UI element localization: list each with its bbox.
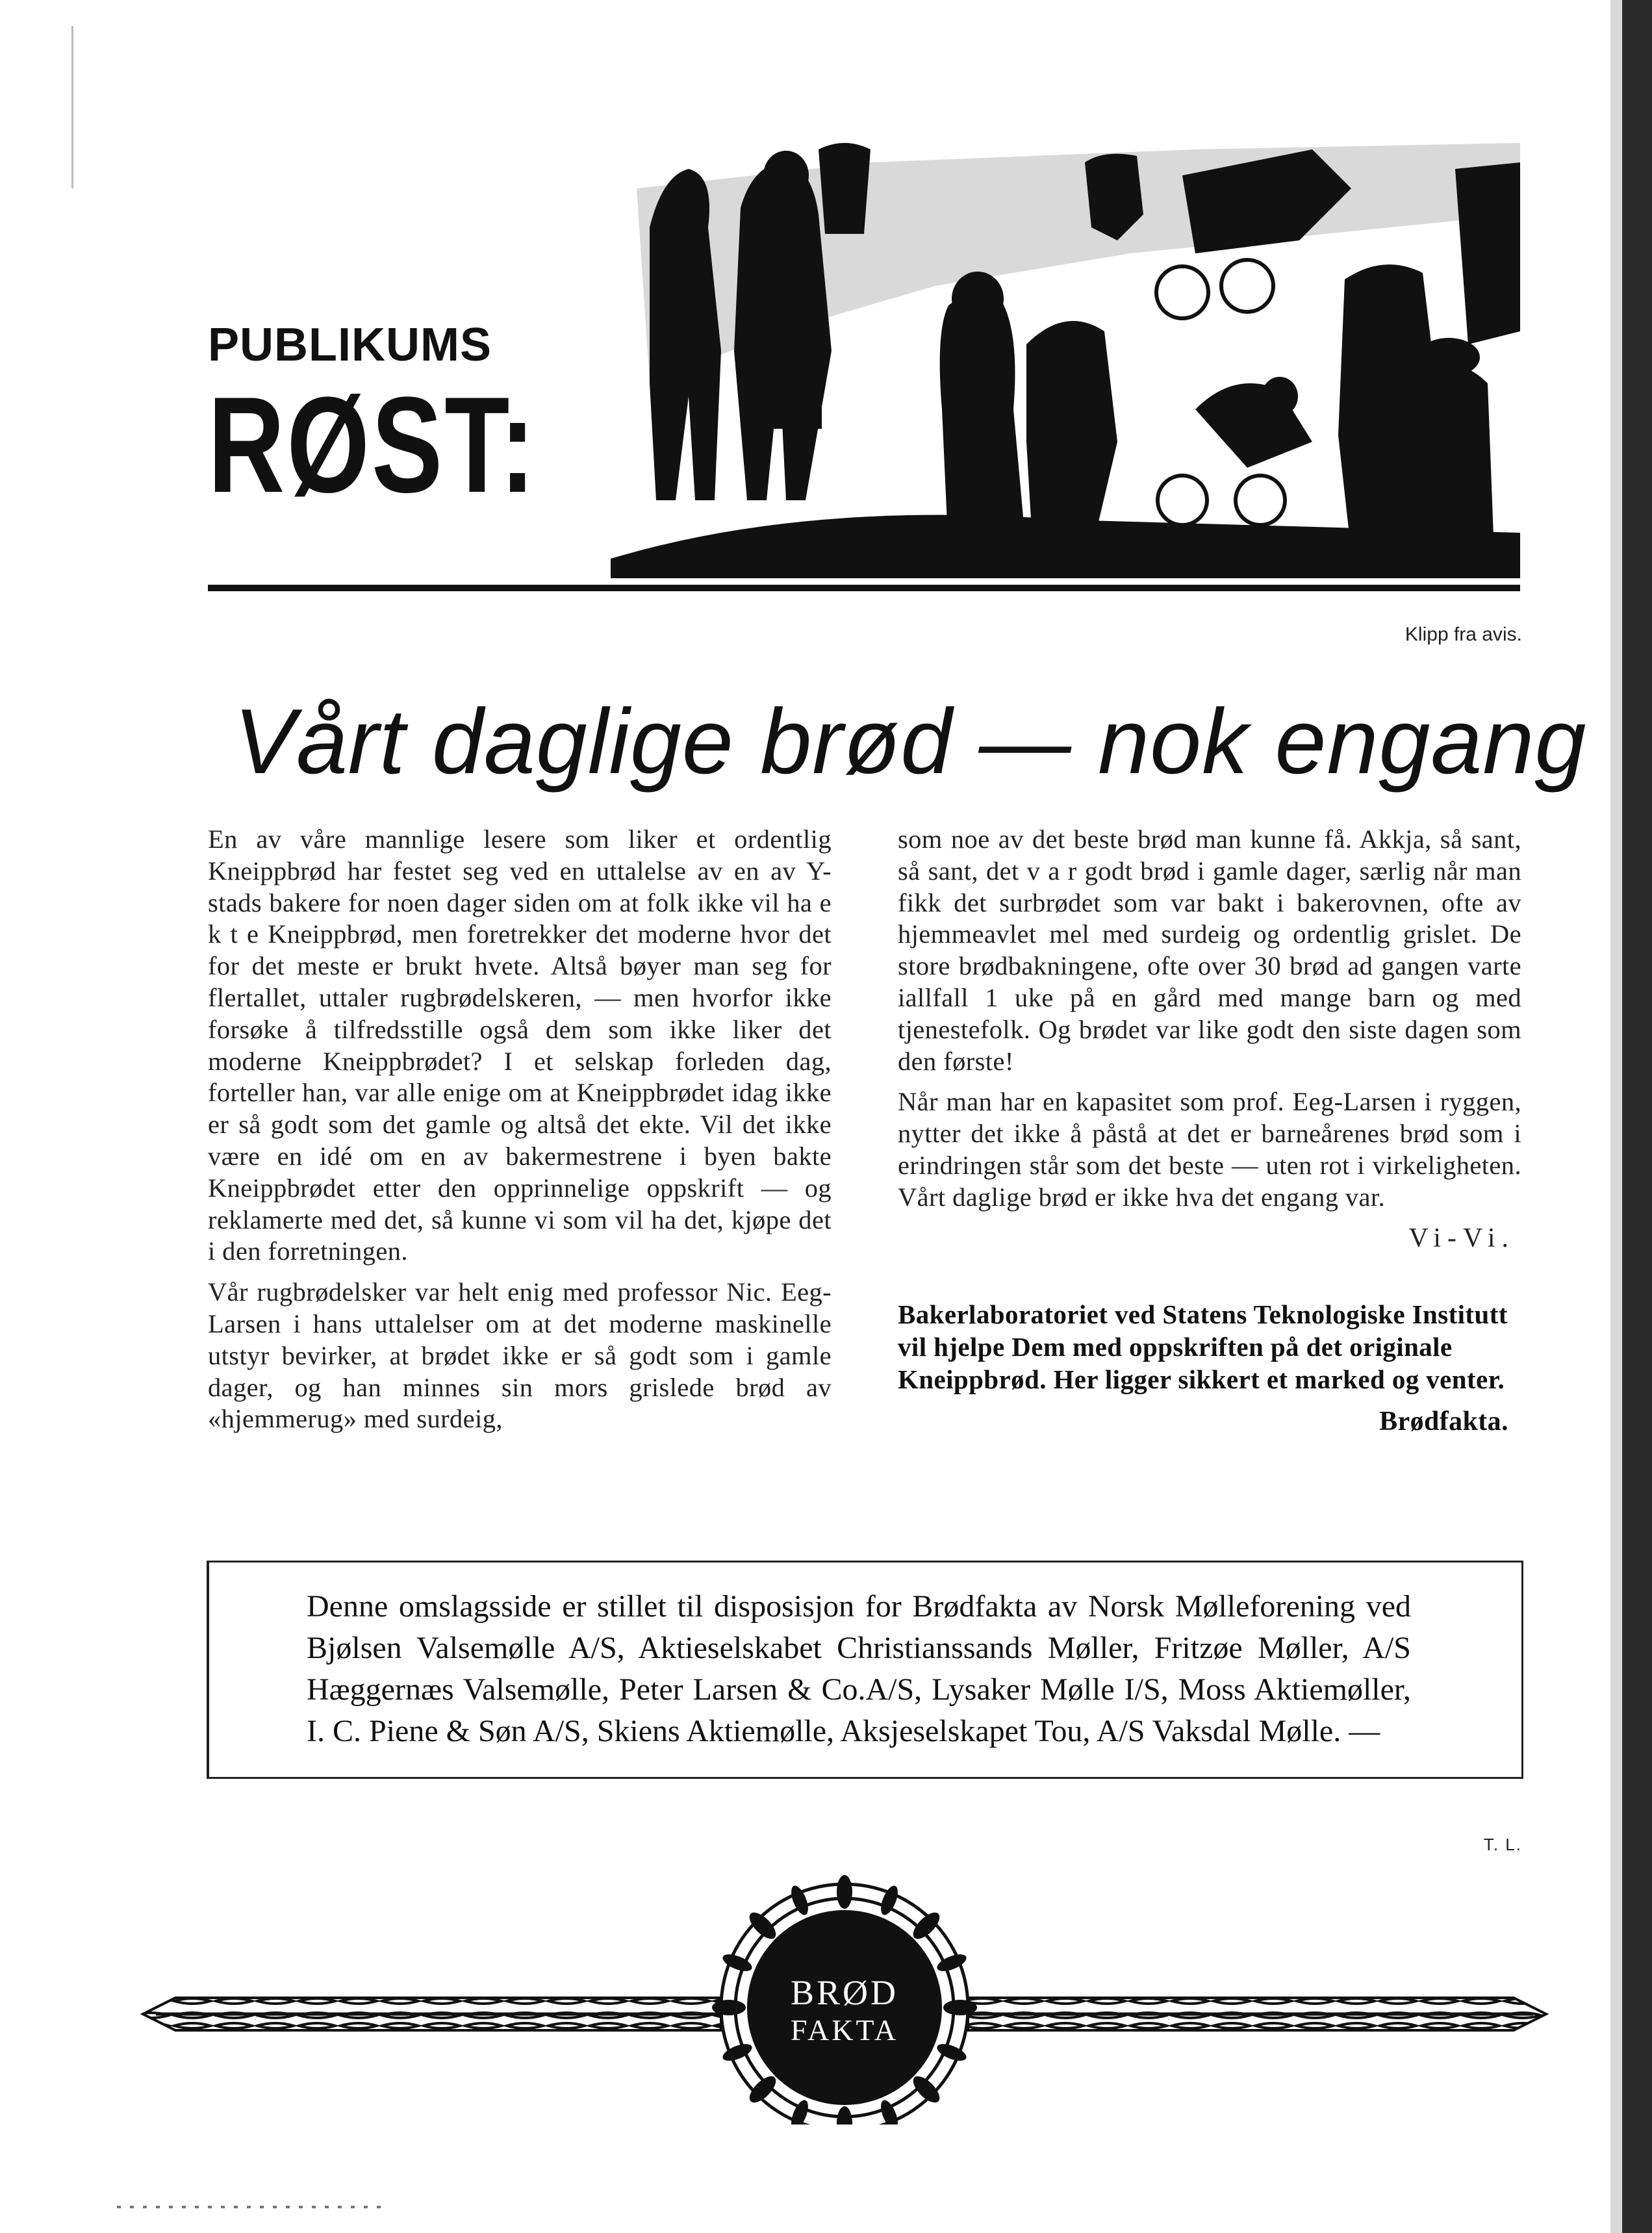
initials: T. L. — [1483, 1835, 1522, 1854]
page-edge-shadow — [1610, 0, 1622, 2233]
emblem-text-line1: BRØD — [790, 1973, 899, 2012]
margin-mark — [71, 26, 73, 188]
wheat-wreath-icon — [130, 1865, 1559, 2125]
column-title-small: PUBLIKUMS — [208, 319, 492, 371]
column-header — [208, 130, 1520, 598]
header-rule — [208, 585, 1520, 591]
emblem-text-line2: FAKTA — [790, 2013, 899, 2047]
sponsor-text: Denne omslagsside er stillet til disposisjon for Brødfakta av Norsk Mølleforening ved Bjølsen Valsemølle A/S, Aktieselskabet Christianssands Møller, Fritzøe Møller, A/S Hæggernæs Valsemølle, Peter Larsen & Co.A/S, Lysaker Mølle I/S, Moss Aktiemøller, I. C. Piene & Søn A/S, Skiens Aktiemølle, Aksjeselskapet Tou, A/S Vaksdal Mølle. — — [307, 1589, 1411, 1748]
article-paragraph: Vår rugbrødelsker var helt enig med professor Nic. Eeg-Larsen i hans uttalelser om at det moderne maskinelle utstyr bevirker, at brødet ikke er så godt som i gamle dager, og han minnes sin mors grislede brød av «hjemmerug» med surdeig, — [208, 1277, 832, 1434]
notice-signature: Brødfakta. — [1379, 1407, 1508, 1437]
article-signature: Vi-Vi. — [1408, 1223, 1515, 1253]
street-crowd-photo — [611, 136, 1520, 578]
editorial-notice: Bakerlaboratoriet ved Statens Teknologiske Institutt vil hjelpe Dem med oppskriften på det originale Kneippbrød. Her ligger sikkert et marked og venter. — [898, 1299, 1508, 1395]
page-edge — [1622, 0, 1652, 2233]
article-paragraph: som noe av det beste brød man kunne få. Akkja, så sant, så sant, det v a r godt brød i gamle dager, særlig når man fikk det surbrødet som var bakt i bakerovnen, ofte av hjemmeavlet mel med surdeig og ordentlig grislet. De store brødbakningene, ofte over 30 brød ad gangen varte iallfall 1 uke på en gård med mange barn og med tjenestefolk. Og brødet var like godt den siste dagen som den første! — [898, 824, 1521, 1076]
print-specks — [117, 2206, 390, 2208]
article-column-left — [208, 824, 832, 1444]
article-paragraph: Når man har en kapasitet som prof. Eeg-Larsen i ryggen, nytter det ikke å påstå at det er barneårenes brød som i erindringen står som det beste — uten rot i virkeligheten. Vårt daglige brød er ikke hva det engang var. — [898, 1087, 1521, 1212]
article-headline: Vårt daglige brød — nok engang — [234, 690, 1587, 793]
sponsor-box — [207, 1561, 1523, 1779]
column-title-big: RØST: — [208, 368, 537, 521]
article-paragraph: En av våre mannlige lesere som liker et ordentlig Kneippbrød har festet seg ved en uttalelse av en av Y-stads bakere for noen dager siden om at folk ikke vil ha e k t e Kneippbrød, men foretrekker det moderne hvor det for det meste er brukt hvete. Altså bøyer man seg for flertallet, uttaler rugbrødelskeren, — men hvorfor ikke forsøke å tilfredsstille også dem som ikke liker det moderne Kneippbrødet? I et selskap forleden dag, forteller han, var alle enige om at Kneippbrødet idag ikke er så godt som det gamle og altså det ekte. Vil det ikke være en idé om en av bakermestrene i byen bakte Kneippbrødet etter den opprinnelige oppskrift — og reklamerte med det, så kunne vi som vil ha det, kjøpe det i den forretningen. — [208, 824, 832, 1266]
clip-note: Klipp fra avis. — [1404, 624, 1522, 645]
article-column-right — [898, 824, 1521, 1438]
